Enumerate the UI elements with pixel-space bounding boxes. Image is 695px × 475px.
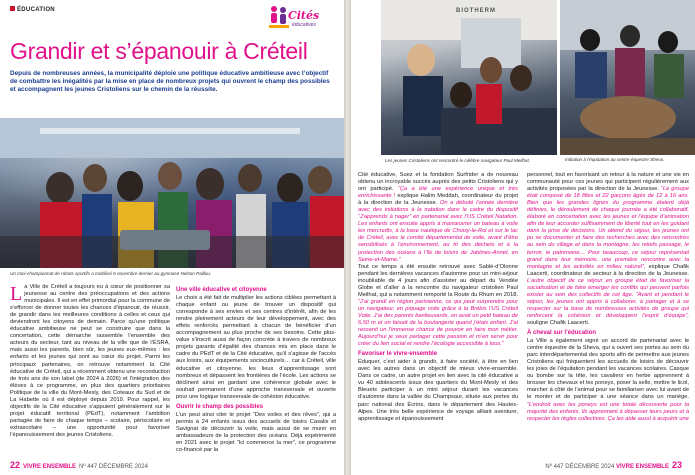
article-column-d (527, 172, 689, 423)
subheading-vivre-ensemble: Favoriser le vivre-ensemble (358, 351, 438, 358)
column-c-text-1: Cité éducative, Suez et la fondation Surfrider a de nouveau obtenu un incroyable succès auprès des petits Cristoliens qui y ont participé. (358, 172, 518, 193)
right-page (351, 0, 695, 475)
magazine-name-left: VIVRE ENSEMBLE (23, 464, 77, 470)
logo-title: Cités (288, 9, 320, 22)
article-column-a (10, 284, 170, 439)
column-c-quote-1: “Ça a été une expérience unique et très enrichissante ! (358, 186, 518, 200)
issue-right: Nº 447 DÉCEMBRE 2024 (545, 464, 615, 470)
navigator-photo-illustration (381, 0, 557, 155)
page-number-left: 22 (10, 460, 21, 470)
equestrian-photo-caption: Initiation à l’équitation au centre équestre Sheva. (565, 157, 665, 162)
column-a-text: a Ville de Créteil a toujours eu à cœur de positionner sa jeunesse au centre des préoccupations et des actions municipales. Il est en effet primordial pour la commune de s’efforcer de donner toutes les chances d’épanouir, de réussir, de grandir dans les meilleures conditions à celles et ceux qui deviendront les citoyens de demain. Parce qu’une politique éducative ambitieuse ne peut se construire que dans la concertation, cette démarche rassemble l’ensemble des acteurs du secteur, tant au niveau de la ville que de l’ÉSRA, mais aussi les parents, bien sûr, les jeunes eux-mêmes : les enfants et les jeunes qui sont au cœur du projet. Parmi les principaux partenaires, on retrouve notamment la Cité éducative de Créteil, qui a récemment obtenu une reconduction de trois ans de son label (de 2024 à 2026) et l’intégration des élèves à ce programme, en plus des quartiers prioritaires Politique de la ville du Mont-Mesly, des Coteaux du Sud et de La Habette où il est déployé depuis 2019. Pour rappel, les objectifs de la Cité éducative s’appuient généralement sur le projet éducatif territorial (PEdT), notamment l’ambition partagée de faire de chaque temps – scolaire, périscolaire et extrascolaire – une opportunité pour favoriser l’épanouissement des jeunes Cristoliens. (10, 284, 170, 438)
page-gutter (344, 0, 351, 475)
lead-paragraph: Depuis de nombreuses années, la municipalité déploie une politique éducative ambitieuse avec l’objectif de combattre les inégalités par la mise en place de nombreux projets qui ouvrent le champ des possibles et accompagnent les jeunes Cristoliens sur le chemin de la réussite. (10, 70, 330, 94)
crowd-photo-illustration (0, 118, 344, 268)
column-d-text-2: explique Chafik Laacerti, coordinateur de secteur à la direction de la Jeunesse. (527, 263, 689, 277)
left-page (0, 0, 344, 475)
cites-educatives-logo (268, 3, 328, 31)
issue-left: Nº 447 DÉCEMBRE 2024 (79, 464, 148, 470)
dropcap: L (10, 284, 23, 305)
column-d-text-4: La Ville a également signé un accord de partenariat avec le centre équestre de la Sheva, qui a ouvert ses portes au sein du parc interdépartemental des sports afin de permettre aux jeunes Cristoliens qui fréquentent les accueils de loisirs de découvrir les joies de l’équitation pendant les vacances scolaires. Casque ou bombe sur la tête, les cavaliers en herbe apprennent à brosser les chevaux et les poneys, poser la selle, mettre le licol, marcher à côté de l’animal pour se familiariser avec lui avant de le monter et de participer à une séance dans un manège. (527, 338, 689, 401)
navigator-photo-caption: Les jeunes Cristoliens ont rencontré le célèbre navigateur Paul Meilhat. (385, 158, 531, 163)
subheading-cheval: À cheval sur l’éducation (527, 330, 597, 337)
main-photo (0, 118, 344, 268)
biotherm-sign: BIOTHERM (456, 8, 496, 14)
page-title: Grandir et s’épanouir à Créteil (10, 38, 308, 64)
navigator-photo (381, 0, 557, 155)
column-b-text-1: Le choix a été fait de multiplier les actions ciblées permettant à chaque enfant ou jeune de trouver un dispositif qui corresponde à ses envies et ses centres d’intérêt, afin de les rendre pleinement acteurs de leur développement, avec des effets renforcés permettant à chacun de bénéficier d’un accompagnement au plus proche de ses besoins. Cette plus-value s’inscrit aussi de façon concrète à travers de nombreux projets garants d’égalité des chances mis en place dans le cadre du PEdT et de la Cité éducative, qu’il s’agisse de l’accès aux loisirs, aux équipements socioculturels… car à Créteil, ville éducative et citoyenne, les lieux d’apprentissage sont nombreux et dépassent les frontières de l’école. Les actions se déclinent ainsi en gardant une cohérence globale avec le souhait permanent d’une approche transversale et ouverte pour une logique transversale de cohésion éducative. (176, 295, 336, 400)
logo-subtitle: éducatives (292, 22, 316, 28)
equestrian-photo-illustration (560, 0, 695, 155)
section-tag: ÉDUCATION (10, 6, 55, 13)
folio-left (10, 460, 148, 470)
equestrian-photo (560, 0, 695, 155)
column-d-text-1: personnel, tout en favorisant un retour à la nature et une vie en communauté pour ces jeunes qui participent régulièrement aux activités proposées par la direction de la Jeunesse. (527, 172, 689, 193)
page-number-right: 23 (671, 460, 682, 470)
column-c-text-2: explique Halim Meddah, coordinateur du projet à la direction de la Jeunesse. (358, 193, 518, 207)
figures-logo-icon (268, 4, 290, 30)
column-c-quote-2: On a débuté l’année dernière avec des initiations à la natation dans le cadre du dispositif “J’apprends à nager” en partenariat avec l’US Créteil Natation. Les enfants ont ensuite appris à manœuvrer un bateau à voile les mercredis, à la base nautique de Choisy-le-Roi et sur le lac de Créteil, avec le comité départemental de voile, avant d’être sensibilisés à l’environnement, au tri des déchets et à la protection des océans à l’île de loisirs de Jablines-Annet, en Seine-et-Marne.” (358, 200, 518, 263)
column-c-text-3: Tout ce temps a été ensuite retrouvé avec Sablé-d’Olonne pendant les dernières vacances d’automne pour un mini-séjour inoubliable de 4 jours afin d’assister au départ du Vendée Globe et d’aller à la rencontre du navigateur cristolien Paul Meilhat, qui a notamment remporté la Route du Rhum en 2018. (358, 263, 518, 298)
column-d-quote-1: “Le groupe était composé de 18 filles et 22 garçons âgés de 12 à 16 ans. Bien que les grandes lignes du programme étaient déjà définies, le déroulement de chaque journée a été collaboratif, élaboré en concertation avec les jeunes et l’équipe d’animation afin de leur accorder suffisamment de liberté tout en les guidant dans la prise de décisions. Un attend du séjour, les jeunes ont pu se documenter et faire des recherches avec des rencontres au sein du village et dans la montagne, les reliefs passage, le terroir, le patrimoine… Pour beaucoup, ce séjour représentait grand dans leur mémoire, une première rencontre avec la montagne et les activités en milieu naturel”, (527, 186, 689, 270)
column-c-text-4: Éduquer, c’est aider à grandir, à faire société, à être en lien avec les autres dans un objectif de mieux vivre-ensemble. Dans ce cadre, un autre projet en lien avec la cité éducative a vu 40 adolescents issus des quartiers du Mont-Mesly et des Bleuets participer à un mini séjour durant les vacances d’automne dans la vallée du Champsaur, située aux portes du parc national des Écrins, dans le département des Hautes-Alpes. Une très belle expérience de voyage alliant aventure, apprentissage et épanouissement (358, 359, 518, 422)
section-square-icon (10, 6, 15, 11)
column-d-quote-3: “L’endroit avec les poneys est une totale découverte pour la majorité des enfants. Ils apprennent à dépasser leurs peurs et à respecter les règles collectives. Ça les aide aussi à acquérir une (527, 401, 689, 422)
subheading-ville-educative: Une ville éducative et citoyenne (176, 287, 267, 293)
column-d-text-3: souligne Chafik Laacerti. (527, 319, 590, 326)
article-column-c (358, 172, 518, 423)
column-b-text-2: L’un peut ainsi citer le projet “Des voiles et des rêves”, qui a permis à 24 enfants issus des accueils de loisirs Casalis et Savignat de découvrir la voile, mais aussi de se munir en ambassadeurs de la protection des océans. Déjà expérimenté en 2021 avec le projet “Ici commence la mer”, ce programme co-financé par la (176, 411, 336, 454)
article-column-b (176, 284, 336, 454)
subheading-champ-possibles: Ouvrir le champ des possibles (176, 403, 264, 410)
column-c-quote-3: “J’ai grandi en région parisienne, ce qui peut surprendre pour un navigateur, en piquage voile grâce à la Brébis l’US Créteil Voile. J’ai des parents banlieusards, on avait un petit bateau de 6,50 m et on faisait de la boulangerie quand j’étais enfant. J’ai ressenti un l’immense chance de pouvoir en faire mon métier. Aujourd’hui je veux partager cette passion et m’en servir pour créer du lien social et rendre l’écologie accessible à tous.” (358, 298, 518, 348)
folio-right (545, 460, 685, 470)
column-d-quote-2: L’autre objectif de ce séjour en groupe était de favoriser la socialisation et de faire émerger les conflits qui peuvent parfois exister au sein des collectifs de cet âge. “Avant et pendant le séjour, les jeunes ont appris à collaborer, à partager et à se respecter sur la base de nombreuses activités de groupe qui renforcent la cohésion et développent l’esprit d’équipe”, (527, 277, 689, 319)
main-photo-caption: Un mini-championnat de robots sportifs a mobilisé 6 novembre dernier au gymnase Nelson Paillou. (10, 271, 212, 276)
magazine-name-right: VIVRE ENSEMBLE (615, 464, 669, 470)
